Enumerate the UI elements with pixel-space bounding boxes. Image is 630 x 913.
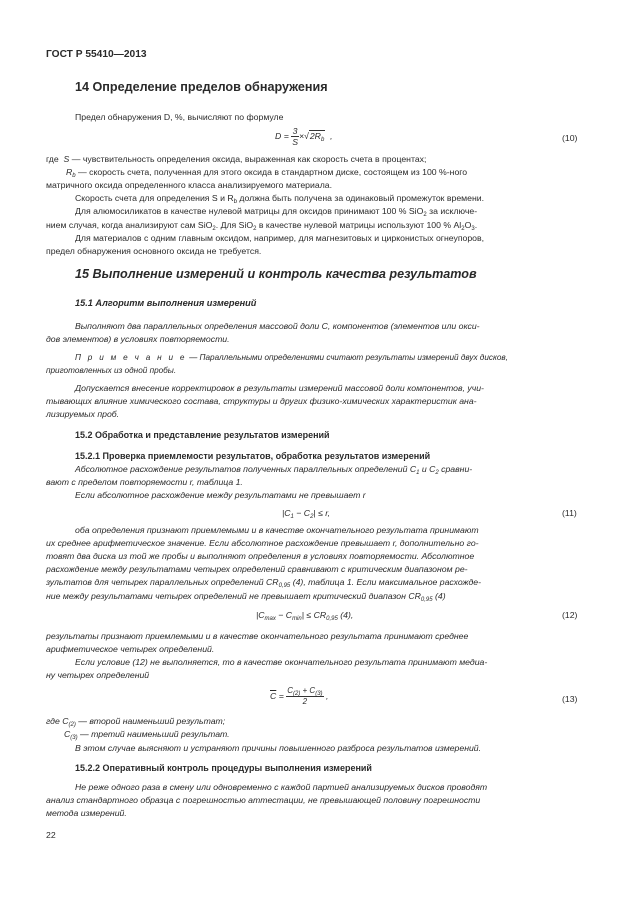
- s14-where-s: где S — чувствительность определения оксида, выраженная как скорость счета в процентах;: [46, 154, 427, 164]
- op-1: Не реже одного раза в смену или одновременно с каждой партией анализируемых дисков проводят: [75, 782, 488, 792]
- acc-5: зультатов для четырех параллельных определений $CR_{0,95}$ (4), таблица 1. Если максимальное расхожде-: [46, 577, 481, 589]
- s14-where-rb: $R_b$ — скорость счета, полученная для этого оксида в стандартном диске, состоящем из 100 %-ного: [66, 167, 468, 179]
- abs-3: Если абсолютное расхождение между результатами не превышает r: [75, 490, 366, 500]
- op-3: метода измерений.: [46, 808, 127, 818]
- section-15-2-1-title: 15.2.1 Проверка приемлемости результатов, обработка результатов измерений: [75, 451, 431, 461]
- s14-p1: Скорость счета для определения S и $R_b$ должна быть получена за одинаковый промежуток времени.: [75, 193, 485, 205]
- op-2: анализ стандартного образца с погрешностью аттестации, не превышающей половину погрешности: [46, 795, 481, 805]
- abs-2: вают с пределом повторяемости r, таблица 1.: [46, 477, 243, 487]
- note-cont: приготовленных из одной пробы.: [46, 366, 177, 375]
- formula-12-number: (12): [562, 610, 578, 620]
- formula-10: D = $\frac{3}{S}$ $\times√2R_b$ ,: [275, 126, 333, 147]
- res-1: результаты признают приемлемыми и в качестве окончательного результата принимают среднее: [46, 631, 469, 641]
- acc-4: расхождение между результатами четырех определений сравнивают с критическим диапазоном ре-: [46, 564, 468, 574]
- section-15-2-title: 15.2 Обработка и представление результатов измерений: [75, 430, 330, 440]
- s14-intro: Предел обнаружения D, %, вычисляют по формуле: [75, 112, 284, 122]
- res-2: арифметическое четырех определений.: [46, 644, 215, 654]
- adj-3: лизируемых проб.: [46, 409, 120, 419]
- formula-11: $|C_1 - C_2| \le r$,: [282, 508, 331, 520]
- section-15-2-2-title: 15.2.2 Оперативный контроль процедуры выполнения измерений: [75, 763, 372, 773]
- med-2: ну четырех определений: [46, 670, 150, 680]
- section-15-1-title: 15.1 Алгоритм выполнения измерений: [75, 298, 257, 308]
- where-c2: где $C_{(2)}$ — второй наименьший результат;: [46, 716, 226, 728]
- s14-p5: предел обнаружения основного оксида не требуется.: [46, 246, 262, 256]
- formula-10-number: (10): [562, 133, 578, 143]
- acc-2: их среднее арифметическое значение. Если абсолютное расхождение превышает r, дополнительно го-: [46, 538, 479, 548]
- inc: В этом случае выясняют и устраняют причины повышенного разброса результатов измерений.: [75, 743, 482, 753]
- section-14-title: 14 Определение пределов обнаружения: [75, 80, 328, 94]
- note: П р и м е ч а н и е — Параллельными определениями считают результаты измерений двух дисков,: [75, 353, 508, 362]
- s14-p2: Для алюмосиликатов в качестве нулевой матрицы для оксидов принимают 100 % SiO$_2$ за исключе-: [75, 206, 478, 218]
- s14-p3: нием случая, когда анализируют сам SiO$_2$. Для SiO$_2$ в качестве нулевой матрицы используют 100 % $Al_2O_3$.: [46, 220, 478, 232]
- med-1: Если условие (12) не выполняется, то в качестве окончательного результата принимают медиа-: [75, 657, 488, 667]
- formula-13-number: (13): [562, 694, 578, 704]
- formula-13: $\overline{C}$ = $\frac{C_{(2)} + C_{(3)}}{2}$ ,: [270, 686, 329, 706]
- adj-2: тывающих влияние химического состава, структуры и других физико-химических характеристик ана-: [46, 396, 477, 406]
- adj-1: Допускается внесение корректировок в результаты измерений массовой доли компонентов, учи-: [75, 383, 484, 393]
- s14-where-rb-cont: матричного оксида определенного класса анализируемого материала.: [46, 180, 333, 190]
- acc-6: ние между результатами четырех определений не превышает критический диапазон $CR_{0,95}$ (4): [46, 591, 446, 603]
- s14-p4: Для материалов с одним главным оксидом, например, для магнезитовых и цирконистых огнеупоров,: [75, 233, 485, 243]
- acc-1: оба определения признают приемлемыми и в качестве окончательного результата принимают: [75, 525, 479, 535]
- abs-1: Абсолютное расхождение результатов полученных параллельных определений $С_1$ и $С_2$ сравни-: [75, 464, 473, 476]
- formula-12: $|C_{max} - C_{min}| \le CR_{0,95}$ (4),: [256, 610, 354, 622]
- acc-3: товят два диска из той же пробы и выполняют определения в условиях повторяемости. Абсолютное: [46, 551, 475, 561]
- page-number: 22: [46, 830, 56, 840]
- s151-p2: дов элементов) в условиях повторяемости.: [46, 334, 230, 344]
- s151-p1: Выполняют два параллельных определения массовой доли С, компонентов (элементов или окси-: [75, 321, 480, 331]
- formula-11-number: (11): [562, 508, 577, 518]
- standard-header: ГОСТ Р 55410—2013: [46, 49, 147, 60]
- where-c3: $C_{(3)}$ — третий наименьший результат.: [64, 729, 230, 741]
- section-15-title: 15 Выполнение измерений и контроль качества результатов: [75, 267, 477, 281]
